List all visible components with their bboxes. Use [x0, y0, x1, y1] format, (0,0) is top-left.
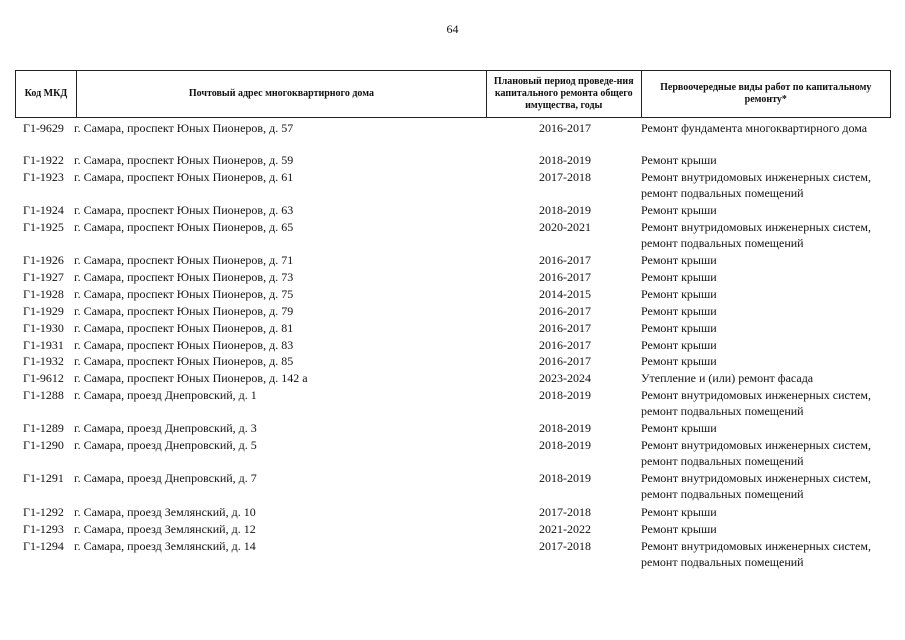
row-period: 2016-2017 [539, 338, 591, 352]
row-address: г. Самара, проспект Юных Пионеров, д. 79 [74, 304, 294, 318]
row-period: 2017-2018 [539, 170, 591, 184]
row-period: 2016-2017 [539, 121, 591, 135]
row-works: Ремонт внутридомовых инженерных систем, ремонт подвальных помещений [641, 170, 871, 200]
row-address: г. Самара, проспект Юных Пионеров, д. 83 [74, 338, 294, 352]
row-code: Г1-1927 [23, 270, 64, 284]
row-period: 2016-2017 [539, 354, 591, 368]
page-number: 64 [446, 22, 459, 36]
row-period: 2018-2019 [539, 421, 591, 435]
row-code: Г1-9629 [23, 121, 64, 135]
row-works: Ремонт внутридомовых инженерных систем, ремонт подвальных помещений [641, 539, 871, 569]
row-code: Г1-1931 [23, 338, 64, 352]
row-code: Г1-1929 [23, 304, 64, 318]
row-address: г. Самара, проспект Юных Пионеров, д. 73 [74, 270, 294, 284]
row-code: Г1-1930 [23, 321, 64, 335]
row-works: Ремонт внутридомовых инженерных систем, ремонт подвальных помещений [641, 388, 871, 418]
row-works: Ремонт крыши [641, 421, 717, 435]
row-period: 2017-2018 [539, 505, 591, 519]
row-period: 2016-2017 [539, 270, 591, 284]
row-works: Ремонт крыши [641, 354, 717, 368]
row-code: Г1-1922 [23, 153, 64, 167]
row-address: г. Самара, проспект Юных Пионеров, д. 63 [74, 203, 294, 217]
table-header [15, 70, 891, 118]
row-works: Утепление и (или) ремонт фасада [641, 371, 814, 385]
row-period: 2018-2019 [539, 203, 591, 217]
row-code: Г1-1294 [23, 539, 64, 553]
row-works: Ремонт внутридомовых инженерных систем, ремонт подвальных помещений [641, 471, 871, 501]
row-period: 2016-2017 [539, 321, 591, 335]
row-works: Ремонт крыши [641, 287, 717, 301]
row-code: Г1-1291 [23, 471, 64, 485]
row-address: г. Самара, проспект Юных Пионеров, д. 142 а [74, 371, 308, 385]
row-code: Г1-1923 [23, 170, 64, 184]
row-period: 2023-2024 [539, 371, 591, 385]
row-address: г. Самара, проспект Юных Пионеров, д. 75 [74, 287, 294, 301]
row-address: г. Самара, проспект Юных Пионеров, д. 61 [74, 170, 294, 184]
row-period: 2018-2019 [539, 388, 591, 402]
row-code: Г1-1924 [23, 203, 64, 217]
row-code: Г1-1290 [23, 438, 64, 452]
row-address: г. Самара, проезд Днепровский, д. 1 [74, 388, 257, 402]
row-address: г. Самара, проспект Юных Пионеров, д. 59 [74, 153, 294, 167]
row-code: Г1-1926 [23, 253, 64, 267]
row-works: Ремонт фундамента многоквартирного дома [641, 121, 868, 135]
row-code: Г1-1928 [23, 287, 64, 301]
row-code: Г1-1288 [23, 388, 64, 402]
header-period: Плановый период проведе-ния капитального ремонта общего имущества, годы [486, 71, 641, 117]
row-address: г. Самара, проспект Юных Пионеров, д. 71 [74, 253, 294, 267]
row-address: г. Самара, проспект Юных Пионеров, д. 85 [74, 354, 294, 368]
row-works: Ремонт крыши [641, 338, 717, 352]
row-address: г. Самара, проезд Землянский, д. 14 [74, 539, 256, 553]
row-period: 2018-2019 [539, 471, 591, 485]
row-address: г. Самара, проезд Днепровский, д. 3 [74, 421, 257, 435]
row-address: г. Самара, проспект Юных Пионеров, д. 57 [74, 121, 294, 135]
row-works: Ремонт крыши [641, 253, 717, 267]
header-code: Код МКД [24, 88, 68, 99]
header-address: Почтовый адрес многоквартирного дома [76, 71, 486, 117]
row-works: Ремонт крыши [641, 203, 717, 217]
row-address: г. Самара, проспект Юных Пионеров, д. 65 [74, 220, 294, 234]
row-works: Ремонт внутридомовых инженерных систем, ремонт подвальных помещений [641, 220, 871, 250]
row-code: Г1-1289 [23, 421, 64, 435]
row-address: г. Самара, проезд Днепровский, д. 5 [74, 438, 257, 452]
row-period: 2014-2015 [539, 287, 591, 301]
row-code: Г1-1932 [23, 354, 64, 368]
row-works: Ремонт крыши [641, 153, 717, 167]
row-period: 2018-2019 [539, 153, 591, 167]
row-code: Г1-9612 [23, 371, 64, 385]
row-address: г. Самара, проезд Землянский, д. 12 [74, 522, 256, 536]
row-works: Ремонт крыши [641, 270, 717, 284]
row-period: 2016-2017 [539, 304, 591, 318]
row-works: Ремонт крыши [641, 304, 717, 318]
row-works: Ремонт внутридомовых инженерных систем, ремонт подвальных помещений [641, 438, 871, 468]
row-period: 2018-2019 [539, 438, 591, 452]
row-works: Ремонт крыши [641, 505, 717, 519]
row-period: 2021-2022 [539, 522, 591, 536]
row-address: г. Самара, проезд Землянский, д. 10 [74, 505, 256, 519]
row-period: 2017-2018 [539, 539, 591, 553]
header-works: Первоочередные виды работ по капитальному ремонту* [641, 71, 890, 117]
row-works: Ремонт крыши [641, 321, 717, 335]
row-works: Ремонт крыши [641, 522, 717, 536]
row-period: 2016-2017 [539, 253, 591, 267]
row-code: Г1-1293 [23, 522, 64, 536]
row-period: 2020-2021 [539, 220, 591, 234]
row-code: Г1-1292 [23, 505, 64, 519]
row-address: г. Самара, проспект Юных Пионеров, д. 81 [74, 321, 294, 335]
row-address: г. Самара, проезд Днепровский, д. 7 [74, 471, 257, 485]
row-code: Г1-1925 [23, 220, 64, 234]
